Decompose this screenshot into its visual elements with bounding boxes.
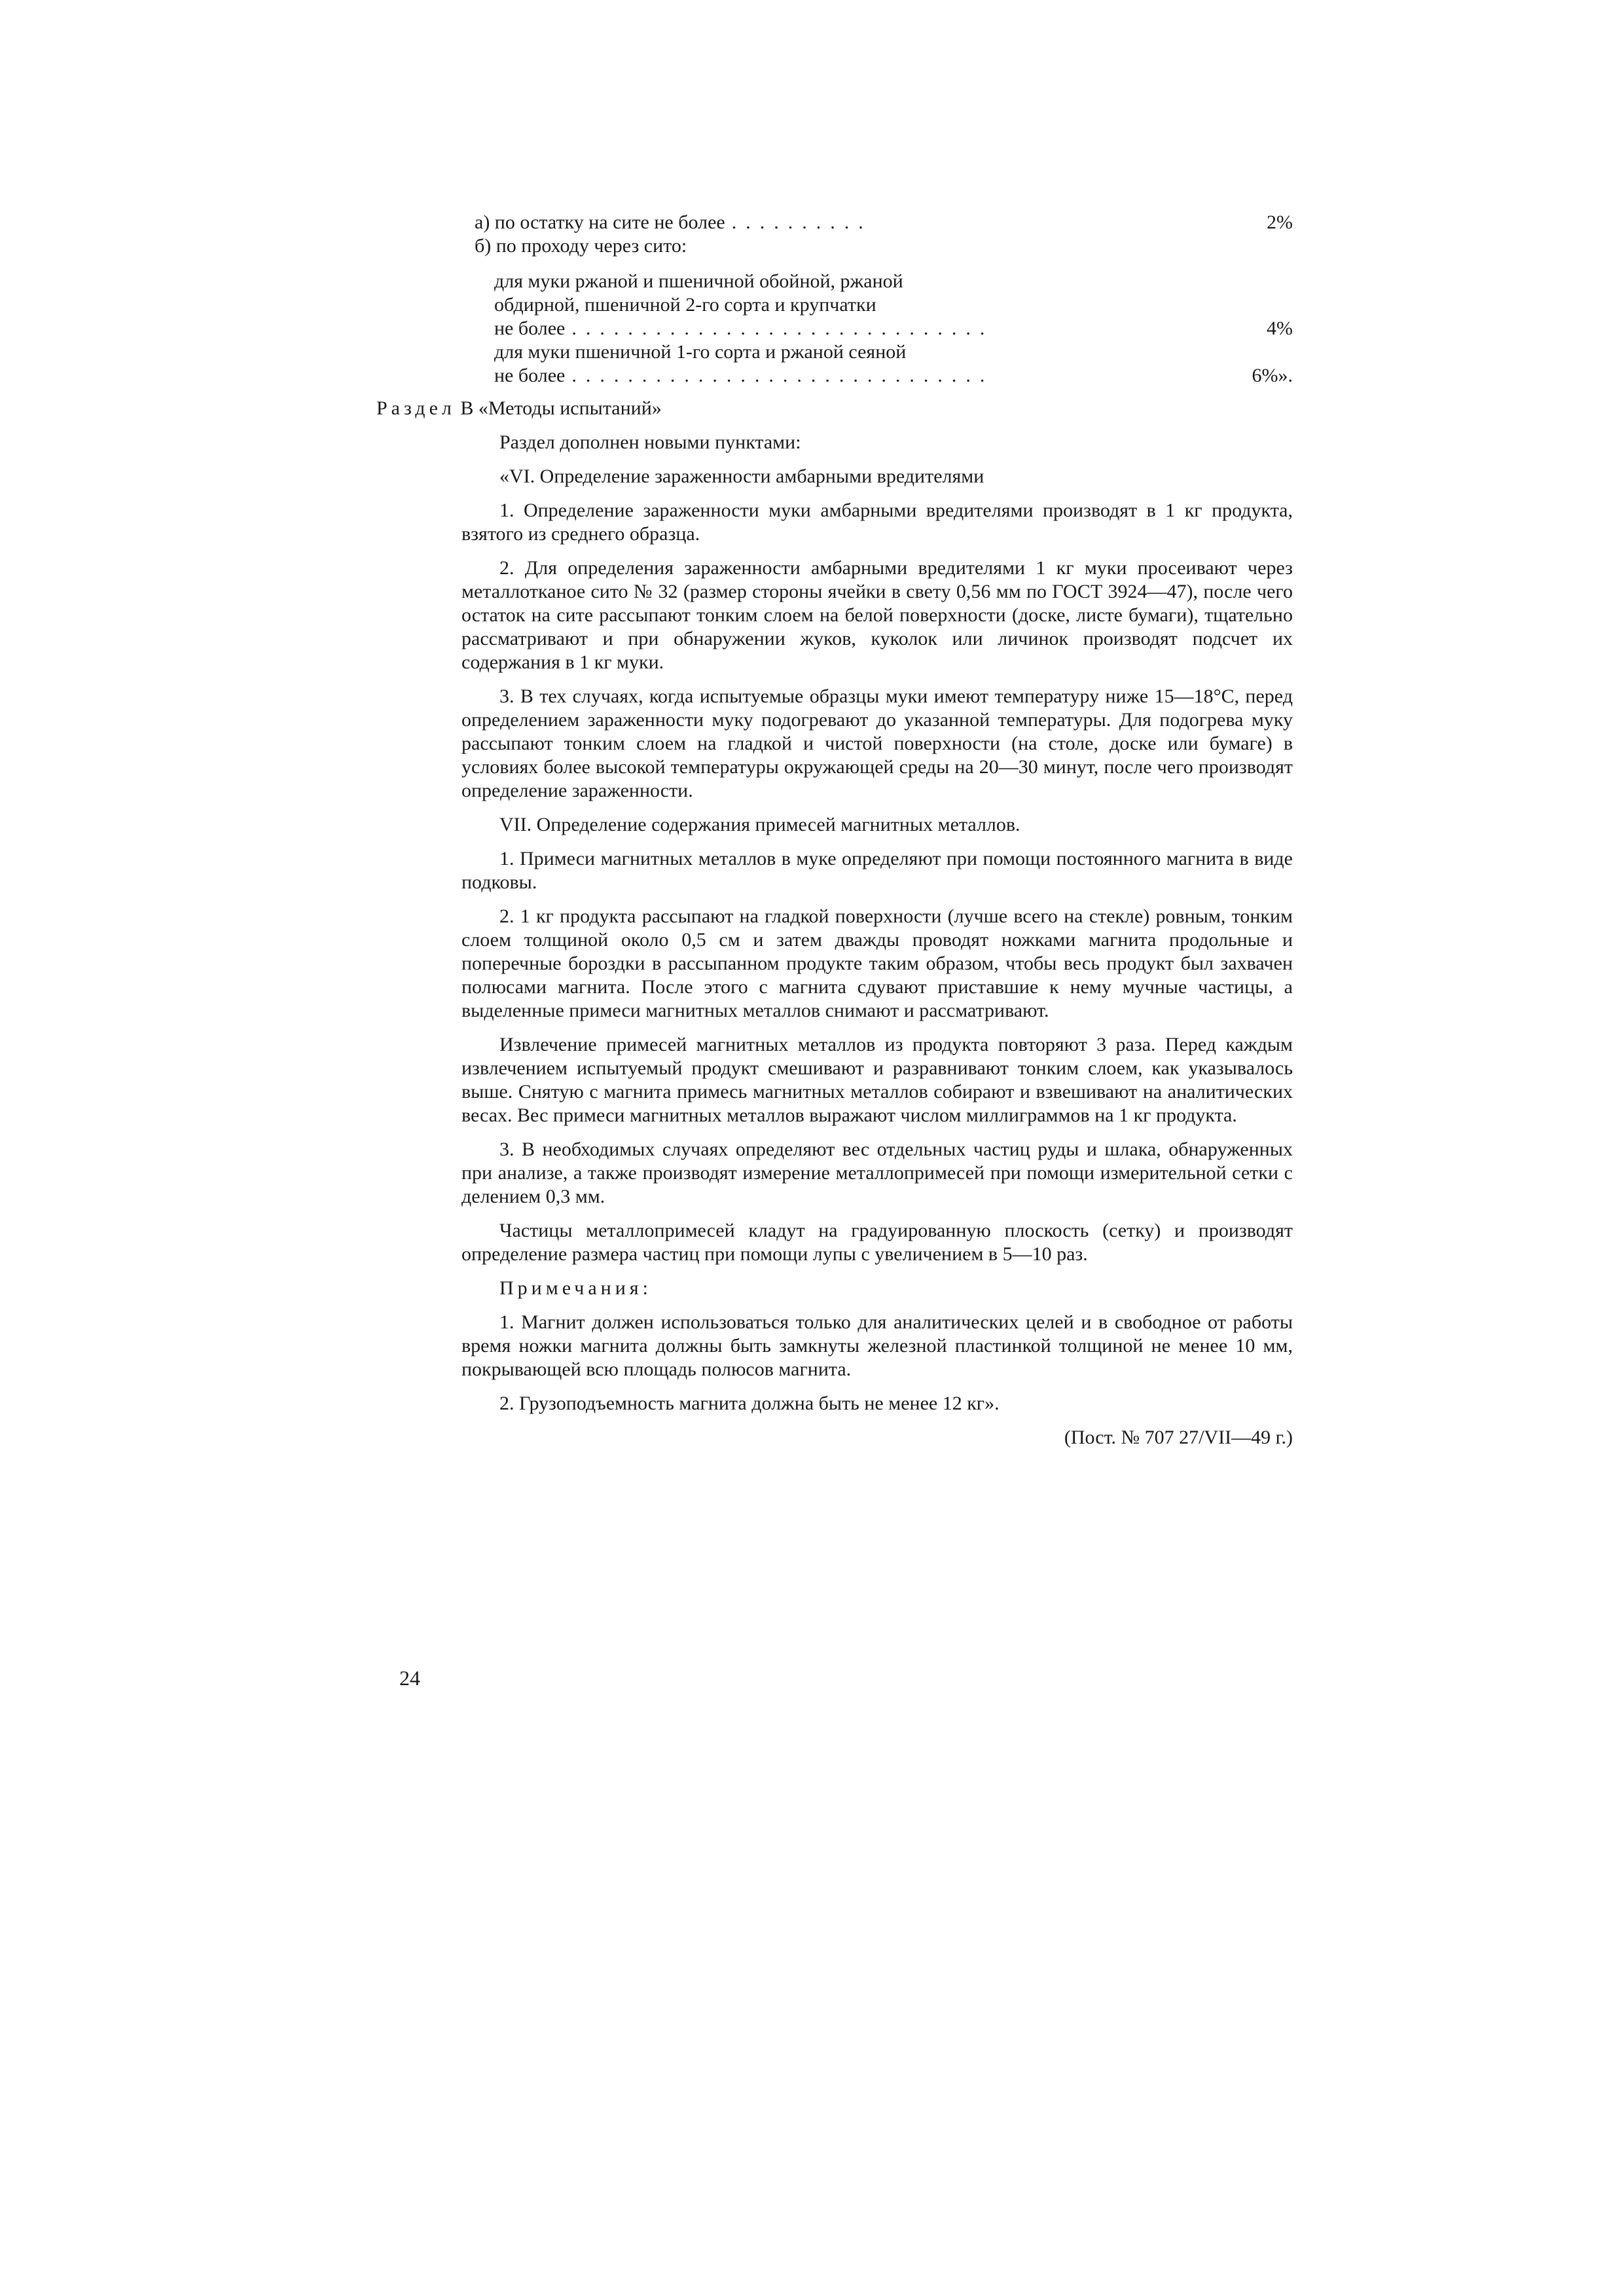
vii-heading: VII. Определение содержания примесей магнитных металлов. <box>499 814 1020 835</box>
vii-paragraph-2b: Извлечение примесей магнитных металлов из продукта повторяют 3 раза. Перед каждым извлечением испытуемый продукт смешивают и разравнивают тонким слоем, как указывалось выше. Снятую с магнита примесь магнитных металлов собирают и взвешивают на аналитических весах. Вес примеси магнитных металлов выражают числом миллиграммов на 1 кг продукта. <box>461 1034 1293 1126</box>
item-b-sublist <box>494 270 1293 388</box>
sub2-line1: для муки пшеничной 1-го сорта и ржаной сеяной <box>494 341 907 363</box>
leader-dots: .............................. <box>571 365 994 386</box>
sub1-line1: для муки ржаной и пшеничной обойной, ржаной <box>494 270 903 292</box>
sub2-value: 6%». <box>1252 365 1293 386</box>
note-2: 2. Грузоподъемность магнита должна быть не менее 12 кг». <box>499 1393 1000 1414</box>
sub1-line3: не более <box>494 318 566 339</box>
sub1-line2: обдирной, пшеничной 2-го сорта и крупчатки <box>494 294 876 316</box>
sub2-line2: не более <box>494 365 566 386</box>
item-a-value: 2% <box>1267 211 1293 233</box>
notes-heading: Примечания: <box>499 1277 652 1299</box>
section-label: Раздел <box>376 397 456 419</box>
document-page <box>376 211 1293 1449</box>
leader-dots: .............................. <box>571 318 994 339</box>
vi-heading: «VI. Определение зараженности амбарными вредителями <box>499 465 984 487</box>
resolution-reference: (Пост. № 707 27/VII—49 г.) <box>1064 1427 1293 1448</box>
vii-paragraph-2: 2. 1 кг продукта рассыпают на гладкой поверхности (лучше всего на стекле) ровным, тонким слоем толщиной около 0,5 см и затем дважды проводят ножками магнита продольные и поперечные бороздки в рассыпанном продукте таким образом, чтобы весь продукт был захвачен полюсами магнита. После этого с магнита сдувают приставшие к нему мучные частицы, а выделенные примеси магнитных металлов снимают и рассматривают. <box>461 905 1293 1021</box>
section-name: В «Методы испытаний» <box>460 397 662 419</box>
sieve-requirements-list <box>475 211 1293 388</box>
vii-paragraph-3b: Частицы металлопримесей кладут на градуированную плоскость (сетку) и производят определение размера частиц при помощи лупы с увеличением в 5—10 раз. <box>461 1220 1293 1265</box>
vi-paragraph-1: 1. Определение зараженности муки амбарными вредителями производят в 1 кг продукта, взятого из среднего образца. <box>461 500 1293 545</box>
sub1-value: 4% <box>1267 318 1293 339</box>
sub1-value-row <box>494 317 1293 340</box>
item-a <box>475 211 1293 234</box>
section-intro: Раздел дополнен новыми пунктами: <box>499 431 801 453</box>
leader-dots: .......... <box>731 211 873 233</box>
vii-paragraph-1: 1. Примеси магнитных металлов в муке определяют при помощи постоянного магнита в виде подковы. <box>461 848 1293 893</box>
item-a-text: а) по остатку на сите не более <box>475 211 725 233</box>
main-text <box>376 397 1293 1449</box>
vii-paragraph-3: 3. В необходимых случаях определяют вес отдельных частиц руды и шлака, обнаруженных при анализе, а также производят измерение металлопримесей при помощи измерительной сетки с делением 0,3 мм. <box>461 1139 1293 1207</box>
vi-paragraph-3: 3. В тех случаях, когда испытуемые образцы муки имеют температуру ниже 15—18°С, перед определением зараженности муку подогревают до указанной температуры. Для подогрева муку рассыпают тонким слоем на гладкой и чистой поверхности (на столе, доске или бумаге) в условиях более высокой температуры окружающей среды на 20—30 минут, после чего производят определение зараженности. <box>461 685 1293 801</box>
item-b: б) по проходу через сито: <box>475 235 687 257</box>
section-title <box>376 397 1293 420</box>
note-1: 1. Магнит должен использоваться только для аналитических целей и в свободное от работы время ножки магнита должны быть замкнуты железной пластинкой толщиной не менее 10 мм, покрывающей всю площадь полюсов магнита. <box>461 1311 1293 1380</box>
vi-paragraph-2: 2. Для определения зараженности амбарными вредителями 1 кг муки просеивают через металлотканое сито № 32 (размер стороны ячейки в свету 0,56 мм по ГОСТ 3924—47), после чего остаток на сите рассыпают тонким слоем на белой поверхности (доске, листе бумаги), тщательно рассматривают и при обнаружении жуков, куколок или личинок производят подсчет их содержания в 1 кг муки. <box>461 557 1293 673</box>
page-number: 24 <box>399 1666 420 1690</box>
sub2-value-row <box>494 364 1293 388</box>
